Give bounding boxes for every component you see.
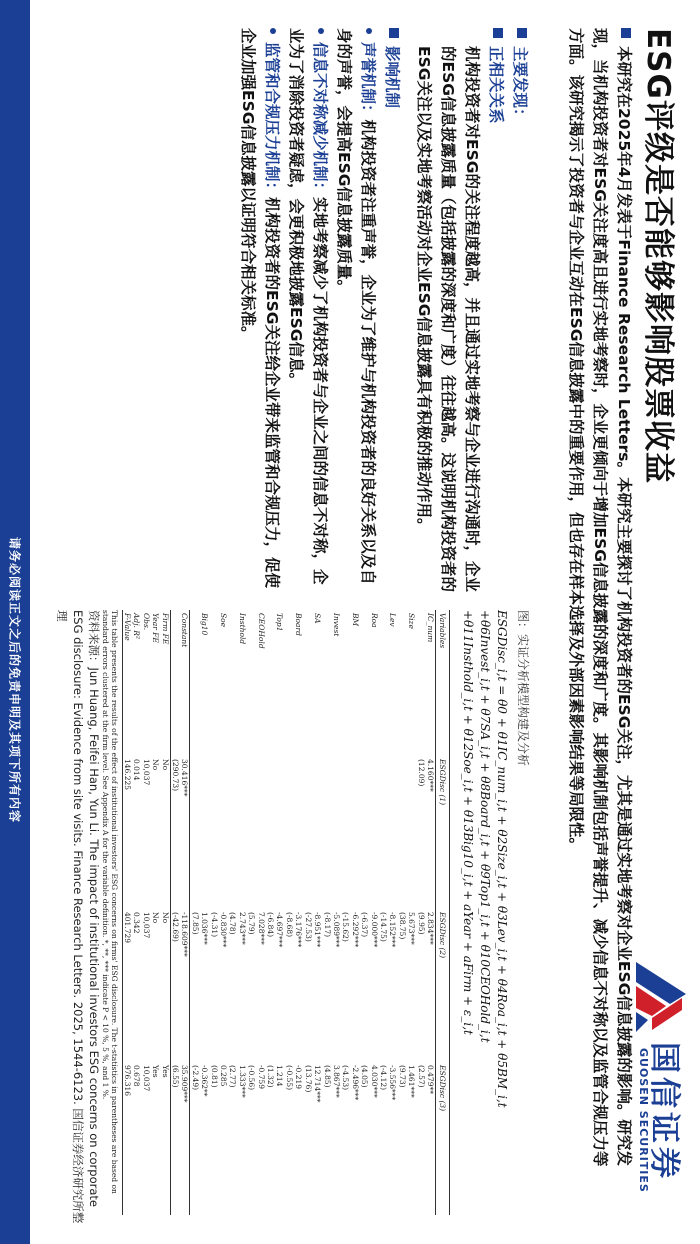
table-cell: (7.85) [190, 912, 200, 935]
table-row [141, 610, 150, 1215]
table-cell: (-8.68) [284, 912, 294, 938]
table-cell: (6.55) [171, 1065, 181, 1088]
table-header-cell: ESGDisc (3) [436, 1062, 450, 1215]
table-cell: (4.85) [322, 1065, 332, 1088]
table-cell: Firm FE [160, 610, 170, 756]
table-cell: 0.014 [132, 759, 142, 781]
source-citation: 资料来源：Jun Huang, Feifei Han, Yun Li. The impact of institutional investors ESG concerns on corporate ESG disclosure: Evidence from site visits. Finance Research Letters. 2025, 1544-6123. 国信证券经济研究所整理 [55, 610, 101, 1224]
table-row [275, 610, 284, 1215]
table-cell: 0.342 [132, 912, 142, 934]
table-cell: (-2.49) [190, 1065, 200, 1091]
table-cell [190, 756, 200, 909]
table-cell: 0.285 [219, 1065, 229, 1087]
intro-text: 本研究在2025年4月发表于Finance Research Letters。本研究主要探讨了机构投资者的ESG关注，尤其是通过实地考察对企业ESG信息披露的影响。研究发现，当机构投资者对ESG关注度高且进行实地考察时，企业更倾向于增加ESG信息披露的深度和广度。其影响机制包括声誉提升、减少信息不对称以及监管合规压力等方面。该研究揭示了投资者与企业互动在ESG信息披露中的重要作用，但也存在样本选择及外部因素影响结果等局限性。 [567, 28, 633, 1167]
table-row [341, 610, 350, 1215]
table-row [190, 610, 200, 1215]
dot-bullet-icon [366, 28, 372, 34]
table-cell [247, 610, 256, 756]
table-cell: Top1 [275, 613, 285, 632]
table-cell: (4.05) [360, 1065, 370, 1088]
table-cell: IC_num [426, 613, 435, 643]
table-cell: 4.030*** [369, 1065, 379, 1098]
guosen-logo-icon [630, 958, 692, 1036]
table-cell: (-0.56) [247, 1065, 257, 1091]
table-cell [369, 756, 378, 909]
table-row [180, 610, 190, 1215]
table-cell: Obs. [141, 613, 151, 631]
table-cell: BM [350, 613, 360, 627]
table-row [151, 610, 160, 1215]
table-cell: -3.176*** [294, 912, 304, 948]
table-cell: 10,037 [141, 759, 151, 786]
logo-en-text: GUOSEN SECURITIES [637, 1048, 650, 1193]
table-cell: No [151, 912, 161, 924]
table-cell: No [160, 909, 170, 1062]
table-row [160, 610, 170, 1215]
table-cell: (-4.31) [209, 912, 219, 938]
table-cell: (-4.53) [341, 1065, 351, 1091]
table-cell: Board [294, 613, 304, 636]
table-cell: 35.909*** [180, 1062, 190, 1215]
table-cell: 2.743*** [237, 912, 247, 945]
logo-cn-text: 国信证券 [646, 1042, 682, 1182]
mechanism-item: 声誉机制：机构投资者注重声誉，企业为了维护与机构投资者的良好关系以及自身的声誉，会提高ESG信息披露质量。 [335, 28, 377, 585]
table-cell: (-6.37) [360, 912, 370, 938]
table-cell: No [160, 756, 170, 909]
figure-caption: 图：实证分析模型构建及分析 [516, 610, 530, 767]
table-cell [313, 756, 322, 909]
table-cell [209, 756, 218, 909]
table-cell: -5.089*** [331, 912, 341, 948]
table-cell: (-4.12) [378, 1065, 388, 1091]
table-row [426, 610, 436, 1215]
table-cell: (38.75) [397, 912, 407, 940]
table-row [407, 610, 416, 1215]
table-cell: 146.225 [122, 756, 132, 909]
table-cell: 1.461*** [407, 1065, 417, 1098]
table-row [237, 610, 246, 1215]
table-cell [341, 756, 350, 909]
table-row [266, 610, 275, 1215]
table-row [303, 610, 312, 1215]
table-cell: (9.95) [416, 912, 426, 935]
table-row [170, 610, 180, 1215]
table-cell [388, 756, 397, 909]
table-cell [285, 756, 294, 909]
table-cell [332, 756, 341, 909]
table-cell: Insthold [237, 613, 247, 645]
brand-logo [628, 958, 692, 1218]
table-cell [350, 756, 359, 909]
table-cell [397, 610, 406, 756]
square-bullet-icon [389, 28, 399, 38]
main-findings-heading: 主要发现： [508, 28, 532, 598]
table-cell: 1.214 [275, 1065, 285, 1087]
table-cell [285, 610, 294, 756]
table-header-cell: ESGDisc (1) [436, 756, 450, 909]
table-cell: Yes [160, 1062, 170, 1215]
table-cell: SA [313, 613, 323, 624]
table-cell [303, 756, 312, 909]
table-row [209, 610, 218, 1215]
table-cell: Invest [331, 613, 341, 637]
table-row [219, 610, 228, 1215]
table-cell [228, 610, 237, 756]
table-cell: (-8.17) [322, 912, 332, 938]
equation-line: ESGDisc_i,t = θ0 + θ1IC_num_i,t + θ2Size_i,t + θ3Lev_i,t + θ4Roa_i,t + θ5BM_i,t [495, 610, 509, 1108]
table-row [397, 610, 406, 1215]
dot-bullet-icon [270, 28, 276, 34]
table-cell: 0.678 [132, 1065, 142, 1087]
table-cell: Yes [151, 1065, 161, 1078]
table-header-row [436, 610, 450, 1215]
table-cell: 1.036*** [200, 912, 210, 945]
table-cell: (2.57) [416, 1065, 426, 1088]
table-cell: -0.219 [294, 1065, 304, 1090]
table-row [294, 610, 303, 1215]
table-cell: -118.609*** [180, 909, 190, 1062]
table-cell: Roa [369, 613, 379, 628]
table-row [322, 610, 331, 1215]
positive-relation-text: 机构投资者对ESG的关注程度越高，并且通过实地考察与企业进行沟通时，企业的ESG信息披露质量（包括披露的深度和广度）往往越高。这说明机构投资者的ESG关注以及实地考察活动对企业ESG信息披露具有积极的推动作用。 [415, 46, 481, 592]
table-row [247, 610, 256, 1215]
table-cell: (-0.55) [284, 1065, 294, 1091]
table-cell [275, 756, 284, 909]
table-cell: No [151, 759, 161, 771]
table-cell: (9.73) [397, 1065, 407, 1088]
table-cell: CEOHold [256, 613, 266, 649]
table-cell [266, 756, 275, 909]
table-row [332, 610, 341, 1215]
table-cell [237, 756, 246, 909]
table-cell: -0.759 [256, 1065, 266, 1090]
table-cell: (-14.75) [378, 912, 388, 942]
table-row [350, 610, 359, 1215]
table-cell: (4.78) [228, 912, 238, 935]
table-cell: -6.292*** [350, 912, 360, 948]
table-cell: -3.556*** [388, 1065, 398, 1101]
table-cell: (1.32) [266, 1065, 276, 1088]
mechanism-item: 信息不对称减少机制：实地考察减少了机构投资者与企业之间的信息不对称，企业为了消除投资者疑虑，会更积极地披露ESG信息。 [287, 28, 329, 585]
regression-table [101, 610, 450, 1215]
table-cell: -4.697*** [275, 912, 285, 948]
table-cell [266, 610, 275, 756]
table-cell: 5.673*** [407, 912, 417, 945]
table-cell [379, 756, 388, 909]
table-cell: (-6.84) [266, 912, 276, 938]
disclaimer-strip [0, 0, 30, 1244]
table-cell: -2.496*** [350, 1065, 360, 1101]
table-cell: (12.09) [416, 759, 426, 787]
table-cell: 10,037 [141, 912, 151, 939]
table-row [360, 610, 369, 1215]
table-row [200, 610, 209, 1215]
table-cell [200, 756, 209, 909]
table-cell: 401.729 [122, 909, 132, 1062]
table-cell [247, 756, 256, 909]
table-cell: 4.160*** [426, 759, 435, 792]
square-bullet-icon [493, 28, 503, 38]
table-cell: Constant [180, 610, 190, 756]
table-cell [256, 756, 265, 909]
table-cell [360, 610, 369, 756]
table-row [285, 610, 294, 1215]
table-cell: 3.867*** [331, 1065, 341, 1098]
table-header-cell: ESGDisc (2) [436, 909, 450, 1062]
table-cell: 30.416*** [180, 756, 190, 909]
table-cell: (-42.69) [171, 912, 181, 942]
table-cell: (13.76) [303, 1065, 313, 1093]
table-cell [322, 610, 331, 756]
table-cell [360, 756, 369, 909]
table-header-cell: Variables [436, 610, 450, 756]
table-cell: -9.000*** [369, 912, 379, 948]
table-row [416, 610, 425, 1215]
table-cell [294, 756, 303, 909]
square-bullet-icon [517, 28, 527, 38]
table-cell: Big10 [200, 613, 210, 636]
table-cell: Size [407, 613, 417, 629]
page-title: ESG评级是否能够影响股票收益 [640, 28, 676, 484]
table-row [256, 610, 265, 1215]
table-cell: 1.333*** [237, 1065, 247, 1098]
table-cell: (-27.53) [303, 912, 313, 942]
table-cell [209, 610, 218, 756]
table-cell: (0.81) [209, 1065, 219, 1088]
table-cell [219, 756, 228, 909]
table-cell: (2.77) [228, 1065, 238, 1088]
table-cell: Lev [388, 613, 398, 627]
table-cell: -8.152*** [388, 912, 398, 948]
table-cell [170, 610, 180, 756]
table-cell [341, 610, 350, 756]
findings-column [236, 28, 532, 598]
table-cell [190, 610, 200, 756]
regression-equation [459, 610, 510, 1230]
table-cell: 10,037 [141, 1065, 151, 1092]
table-cell [416, 610, 425, 756]
table-cell [322, 756, 331, 909]
table-cell: 2.834*** [426, 912, 435, 945]
table-row [132, 610, 141, 1215]
table-cell: (5.79) [247, 912, 257, 935]
table-cell [303, 610, 312, 756]
table-cell: 976.316 [122, 1062, 132, 1215]
table-cell [397, 756, 406, 909]
table-cell: 7.028*** [256, 912, 266, 945]
table-cell: Soe [219, 613, 229, 628]
slide [30, 0, 700, 1244]
table-note: This table presents the results of the effect of institutional investors' ESG concerns on firms' ESG disclosure. The t-statistics in parentheses are based on standard errors clustered at the firm level. See Appendix A for the variable definition. *, **, *** indicate P < 10 %, 5 %, and 1 %. [100, 610, 119, 1194]
table-cell: 12.714*** [313, 1065, 323, 1103]
table-cell: 0.479** [426, 1065, 435, 1094]
disclaimer-text: 请务必阅读正文之后的免责申明及其项下所有内容 [7, 536, 22, 824]
table-cell: F-Value [122, 610, 132, 756]
table-cell: (290.73) [171, 759, 181, 792]
equation-line: +θ11Insthold_i,t + θ12Soe_i,t + θ13Big10_i,t + aYear + aFirm + ε_i,t [461, 610, 475, 1035]
table-row [313, 610, 322, 1215]
mechanism-item: 监管和合规压力机制：机构投资者的ESG关注给企业带来监管和合规压力，促使企业加强ESG信息披露以证明符合相关标准。 [239, 28, 281, 588]
table-cell: -8.951*** [313, 912, 323, 948]
equation-line: +θ6Invest_i,t + θ7SA_i,t + θ8Board_i,t + θ9Top1_i,t + θ10CEOHold_i,t [478, 610, 492, 1043]
table-cell: -0.830*** [219, 912, 229, 948]
table-cell: (-15.62) [341, 912, 351, 942]
table-cell [228, 756, 237, 909]
square-bullet-icon [621, 28, 631, 38]
table-row [379, 610, 388, 1215]
dot-bullet-icon [318, 28, 324, 34]
table-row [228, 610, 237, 1215]
table-cell: Adj. R² [132, 613, 142, 639]
table-cell [379, 610, 388, 756]
table-row [122, 610, 132, 1215]
mechanism-heading: 影响机制 [380, 28, 404, 598]
table-row [388, 610, 397, 1215]
table-cell: -0.362** [200, 1065, 210, 1097]
table-row [369, 610, 378, 1215]
positive-relation-heading: 正相关关系 [484, 28, 508, 598]
table-cell [407, 756, 416, 909]
table-cell: Year FE [151, 613, 161, 643]
intro-paragraph [564, 28, 636, 1178]
